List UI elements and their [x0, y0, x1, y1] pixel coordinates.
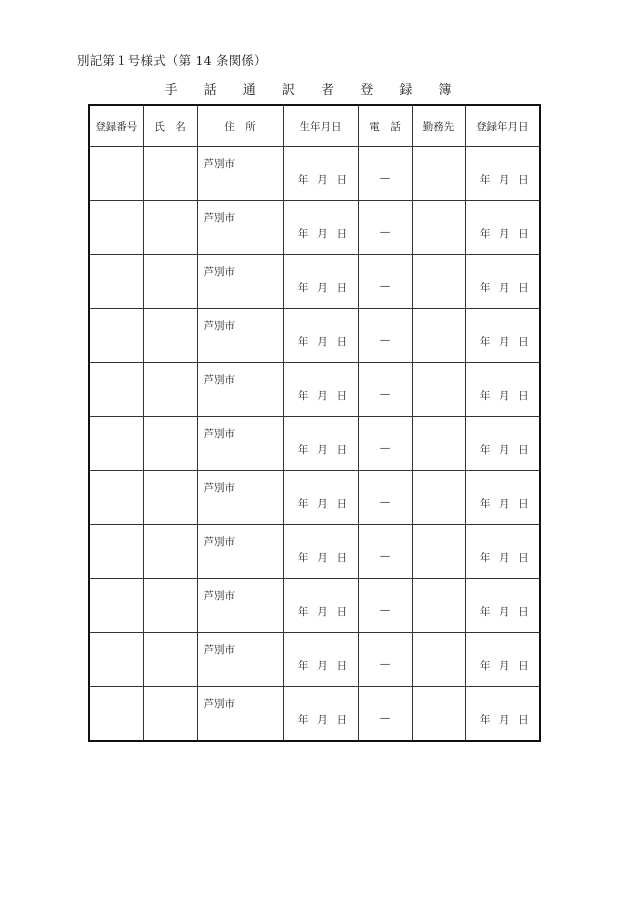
- reg-date-date-fields: [466, 658, 540, 673]
- birthdate-date-fields: [284, 226, 358, 241]
- month-label: 月: [498, 714, 510, 726]
- year-label: 年: [297, 174, 309, 186]
- address-prefix: 芦別市: [203, 482, 235, 494]
- month-label: 月: [317, 390, 328, 402]
- month-label: 月: [317, 552, 328, 564]
- month-label: 月: [317, 606, 328, 618]
- month-label: 月: [498, 390, 510, 402]
- birthdate-cell[interactable]: [283, 633, 358, 687]
- day-label: 日: [518, 606, 529, 618]
- reg-date-cell[interactable]: [465, 633, 540, 687]
- day-label: 日: [336, 714, 348, 726]
- day-label: 日: [518, 390, 529, 402]
- address-cell[interactable]: [197, 579, 283, 633]
- phone-dash: —: [379, 712, 391, 724]
- day-label: 日: [336, 444, 348, 456]
- address-prefix: 芦別市: [203, 212, 235, 224]
- month-label: 月: [317, 282, 328, 294]
- birthdate-cell[interactable]: [283, 471, 358, 525]
- month-label: 月: [498, 336, 510, 348]
- month-label: 月: [317, 336, 328, 348]
- address-prefix: 芦別市: [203, 590, 235, 602]
- header-phone: 電 話: [358, 105, 412, 147]
- reg-date-date-fields: [466, 172, 540, 187]
- year-label: 年: [297, 498, 309, 510]
- day-label: 日: [518, 336, 529, 348]
- reg-date-date-fields: [466, 280, 540, 295]
- workplace-cell[interactable]: [412, 471, 465, 525]
- table-row: [89, 633, 540, 687]
- birthdate-cell[interactable]: [283, 309, 358, 363]
- day-label: 日: [518, 552, 529, 564]
- workplace-cell[interactable]: [412, 417, 465, 471]
- month-label: 月: [498, 174, 510, 186]
- phone-cell[interactable]: [358, 363, 412, 417]
- phone-cell[interactable]: [358, 309, 412, 363]
- birthdate-cell[interactable]: [283, 147, 358, 201]
- reg-date-cell[interactable]: [465, 525, 540, 579]
- reg-date-date-fields: [466, 226, 540, 241]
- day-label: 日: [336, 660, 348, 672]
- birthdate-cell[interactable]: [283, 525, 358, 579]
- table-row: [89, 147, 540, 201]
- year-label: 年: [297, 714, 309, 726]
- header-row: [89, 105, 540, 147]
- name-cell[interactable]: [143, 471, 197, 525]
- workplace-cell[interactable]: [412, 201, 465, 255]
- reg-date-cell[interactable]: [465, 201, 540, 255]
- phone-cell[interactable]: [358, 417, 412, 471]
- year-label: 年: [479, 282, 491, 294]
- address-prefix: 芦別市: [203, 644, 235, 656]
- month-label: 月: [498, 552, 510, 564]
- day-label: 日: [336, 390, 348, 402]
- header-reg-no: 登録番号: [89, 105, 143, 147]
- month-label: 月: [317, 660, 328, 672]
- phone-cell[interactable]: [358, 525, 412, 579]
- phone-dash: —: [379, 550, 391, 562]
- day-label: 日: [336, 552, 348, 564]
- name-cell[interactable]: [143, 363, 197, 417]
- reg-date-date-fields: [466, 496, 540, 511]
- reg-no-cell[interactable]: [89, 147, 143, 201]
- address-prefix: 芦別市: [203, 266, 235, 278]
- reg-date-date-fields: [466, 388, 540, 403]
- address-cell[interactable]: [197, 687, 283, 742]
- year-label: 年: [479, 390, 491, 402]
- phone-cell[interactable]: [358, 633, 412, 687]
- reg-date-cell[interactable]: [465, 363, 540, 417]
- reg-date-cell[interactable]: [465, 147, 540, 201]
- phone-dash: —: [379, 172, 391, 184]
- year-label: 年: [297, 390, 309, 402]
- name-cell[interactable]: [143, 147, 197, 201]
- birthdate-date-fields: [284, 442, 358, 457]
- year-label: 年: [297, 228, 309, 240]
- register-body: [89, 147, 540, 742]
- address-prefix: 芦別市: [203, 698, 235, 710]
- birthdate-date-fields: [284, 172, 358, 187]
- year-label: 年: [479, 552, 491, 564]
- year-label: 年: [479, 660, 491, 672]
- day-label: 日: [518, 282, 529, 294]
- year-label: 年: [479, 174, 491, 186]
- name-cell[interactable]: [143, 579, 197, 633]
- reg-date-date-fields: [466, 550, 540, 565]
- address-cell[interactable]: [197, 201, 283, 255]
- header-name: 氏 名: [143, 105, 197, 147]
- table-row: [89, 471, 540, 525]
- year-label: 年: [297, 282, 309, 294]
- month-label: 月: [498, 660, 510, 672]
- address-cell[interactable]: [197, 255, 283, 309]
- workplace-cell[interactable]: [412, 633, 465, 687]
- address-prefix: 芦別市: [203, 158, 235, 170]
- table-row: [89, 579, 540, 633]
- name-cell[interactable]: [143, 633, 197, 687]
- address-cell[interactable]: [197, 525, 283, 579]
- name-cell[interactable]: [143, 417, 197, 471]
- day-label: 日: [518, 660, 529, 672]
- workplace-cell[interactable]: [412, 363, 465, 417]
- month-label: 月: [317, 498, 328, 510]
- header-birthdate: 生年月日: [283, 105, 358, 147]
- reg-no-cell[interactable]: [89, 201, 143, 255]
- year-label: 年: [479, 228, 491, 240]
- month-label: 月: [498, 282, 510, 294]
- reg-no-cell[interactable]: [89, 633, 143, 687]
- month-label: 月: [317, 714, 328, 726]
- birthdate-date-fields: [284, 334, 358, 349]
- header-workplace: 勤務先: [412, 105, 465, 147]
- name-cell[interactable]: [143, 255, 197, 309]
- phone-dash: —: [379, 658, 391, 670]
- name-cell[interactable]: [143, 687, 197, 742]
- register-table: [88, 104, 541, 742]
- header-address: 住 所: [197, 105, 283, 147]
- reg-date-cell[interactable]: [465, 255, 540, 309]
- reg-no-cell[interactable]: [89, 525, 143, 579]
- workplace-cell[interactable]: [412, 579, 465, 633]
- workplace-cell[interactable]: [412, 255, 465, 309]
- reg-date-cell[interactable]: [465, 309, 540, 363]
- phone-dash: —: [379, 388, 391, 400]
- birthdate-date-fields: [284, 388, 358, 403]
- reg-date-date-fields: [466, 604, 540, 619]
- table-row: [89, 687, 540, 742]
- phone-cell[interactable]: [358, 201, 412, 255]
- workplace-cell[interactable]: [412, 147, 465, 201]
- table-row: [89, 417, 540, 471]
- phone-cell[interactable]: [358, 687, 412, 742]
- reg-no-cell[interactable]: [89, 579, 143, 633]
- phone-cell[interactable]: [358, 255, 412, 309]
- month-label: 月: [498, 606, 510, 618]
- birthdate-cell[interactable]: [283, 579, 358, 633]
- birthdate-date-fields: [284, 280, 358, 295]
- year-label: 年: [479, 714, 491, 726]
- day-label: 日: [518, 228, 529, 240]
- table-row: [89, 309, 540, 363]
- address-prefix: 芦別市: [203, 374, 235, 386]
- workplace-cell[interactable]: [412, 525, 465, 579]
- day-label: 日: [336, 282, 348, 294]
- day-label: 日: [336, 228, 348, 240]
- birthdate-cell[interactable]: [283, 687, 358, 742]
- birthdate-cell[interactable]: [283, 255, 358, 309]
- day-label: 日: [336, 174, 348, 186]
- month-label: 月: [317, 174, 328, 186]
- reg-date-cell[interactable]: [465, 579, 540, 633]
- day-label: 日: [518, 498, 529, 510]
- birthdate-date-fields: [284, 658, 358, 673]
- birthdate-date-fields: [284, 712, 358, 727]
- phone-dash: —: [379, 604, 391, 616]
- phone-cell[interactable]: [358, 471, 412, 525]
- address-cell[interactable]: [197, 363, 283, 417]
- year-label: 年: [297, 336, 309, 348]
- reg-date-date-fields: [466, 442, 540, 457]
- workplace-cell[interactable]: [412, 309, 465, 363]
- day-label: 日: [518, 444, 529, 456]
- day-label: 日: [518, 174, 529, 186]
- birthdate-cell[interactable]: [283, 363, 358, 417]
- phone-dash: —: [379, 334, 391, 346]
- address-cell[interactable]: [197, 417, 283, 471]
- header-reg-date: 登録年月日: [465, 105, 540, 147]
- address-prefix: 芦別市: [203, 428, 235, 440]
- day-label: 日: [336, 498, 348, 510]
- year-label: 年: [479, 498, 491, 510]
- phone-dash: —: [379, 226, 391, 238]
- phone-cell[interactable]: [358, 579, 412, 633]
- phone-dash: —: [379, 442, 391, 454]
- birthdate-date-fields: [284, 604, 358, 619]
- month-label: 月: [498, 228, 510, 240]
- workplace-cell[interactable]: [412, 687, 465, 742]
- address-cell[interactable]: [197, 147, 283, 201]
- reg-date-cell[interactable]: [465, 417, 540, 471]
- reg-no-cell[interactable]: [89, 687, 143, 742]
- document-title: 手 話 通 訳 者 登 録 簿: [164, 83, 463, 98]
- address-cell[interactable]: [197, 309, 283, 363]
- reg-no-cell[interactable]: [89, 363, 143, 417]
- reg-date-cell[interactable]: [465, 471, 540, 525]
- reg-date-cell[interactable]: [465, 687, 540, 742]
- address-prefix: 芦別市: [203, 536, 235, 548]
- table-row: [89, 201, 540, 255]
- reg-no-cell[interactable]: [89, 417, 143, 471]
- reg-date-date-fields: [466, 334, 540, 349]
- year-label: 年: [479, 606, 491, 618]
- phone-cell[interactable]: [358, 147, 412, 201]
- reg-date-date-fields: [466, 712, 540, 727]
- form-reference: 別記第１号様式（第 14 条関係）: [77, 53, 267, 68]
- month-label: 月: [317, 444, 328, 456]
- reg-no-cell[interactable]: [89, 255, 143, 309]
- birthdate-cell[interactable]: [283, 201, 358, 255]
- address-cell[interactable]: [197, 633, 283, 687]
- phone-dash: —: [379, 496, 391, 508]
- reg-no-cell[interactable]: [89, 309, 143, 363]
- birthdate-date-fields: [284, 550, 358, 565]
- month-label: 月: [498, 498, 510, 510]
- address-cell[interactable]: [197, 471, 283, 525]
- day-label: 日: [336, 336, 348, 348]
- reg-no-cell[interactable]: [89, 471, 143, 525]
- month-label: 月: [317, 228, 328, 240]
- table-row: [89, 525, 540, 579]
- birthdate-cell[interactable]: [283, 417, 358, 471]
- year-label: 年: [479, 336, 491, 348]
- name-cell[interactable]: [143, 525, 197, 579]
- month-label: 月: [498, 444, 510, 456]
- name-cell[interactable]: [143, 309, 197, 363]
- phone-dash: —: [379, 280, 391, 292]
- year-label: 年: [479, 444, 491, 456]
- day-label: 日: [518, 714, 529, 726]
- name-cell[interactable]: [143, 201, 197, 255]
- table-row: [89, 255, 540, 309]
- year-label: 年: [297, 660, 309, 672]
- year-label: 年: [297, 552, 309, 564]
- day-label: 日: [336, 606, 348, 618]
- address-prefix: 芦別市: [203, 320, 235, 332]
- year-label: 年: [297, 444, 309, 456]
- table-row: [89, 363, 540, 417]
- birthdate-date-fields: [284, 496, 358, 511]
- year-label: 年: [297, 606, 309, 618]
